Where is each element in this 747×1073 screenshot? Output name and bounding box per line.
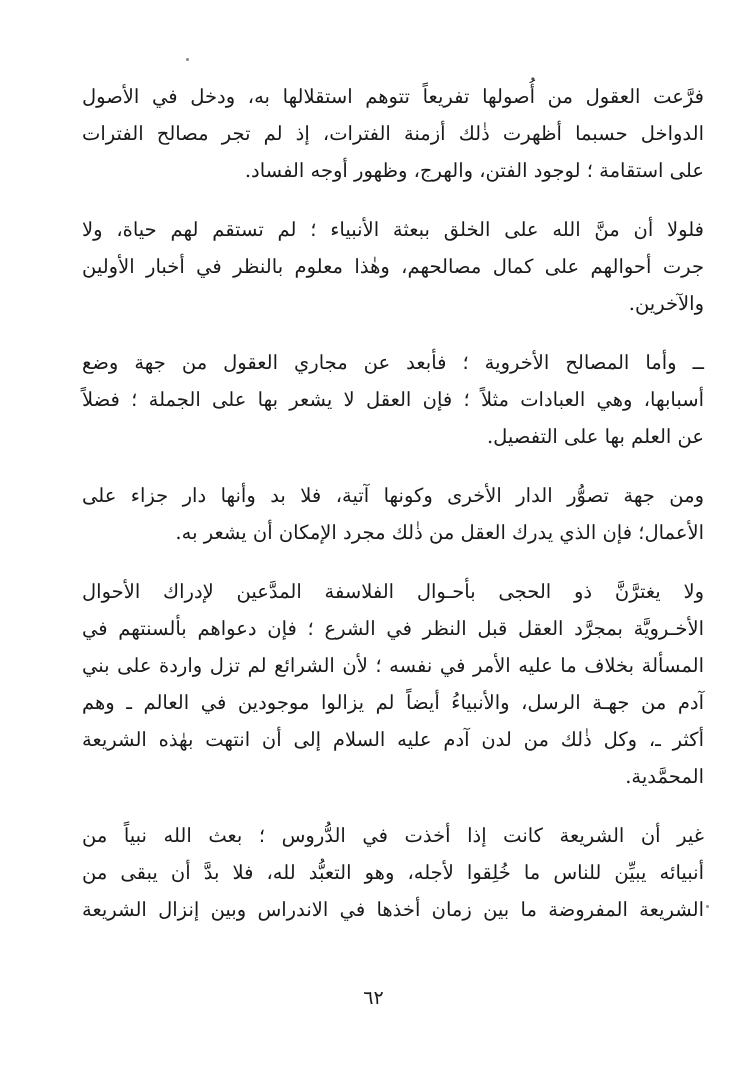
paragraph-4	[82, 477, 704, 551]
text-line: أنبيائه يبيِّن للناس ما خُلِقوا لأجله، وهو التعبُّد لله، فلا بدَّ أن يبقى من	[82, 861, 704, 884]
text-line: أسبابها، وهي العبادات مثلاً ؛ فإن العقل لا يشعر بها على الجملة ؛ فضلاً	[82, 388, 704, 411]
text-line: فلولا أن منَّ الله على الخلق ببعثة الأنبياء ؛ لم تستقم لهم حياة، ولا	[82, 218, 704, 241]
scan-speck	[186, 58, 189, 61]
text-line: عن العلم بها على التفصيل.	[486, 425, 704, 448]
text-line: المحمَّدية.	[625, 765, 704, 788]
text-line: جرت أحوالهم على كمال مصالحهم، وهٰذا معلوم بالنظر في أخبار الأولين	[82, 255, 704, 278]
paragraph-6	[82, 817, 704, 928]
body-text	[82, 78, 704, 950]
text-line: على استقامة ؛ لوجود الفتن، والهرج، وظهور أوجه الفساد.	[244, 159, 704, 182]
text-line: آدم من جهـة الرسل، والأنبياءُ أيضاً لم يزالوا موجودين في العالم ـ وهم	[82, 691, 704, 714]
text-line: المسألة بخلاف ما عليه الأمر في نفسه ؛ لأن الشرائع لم تزل واردة على بني	[82, 654, 704, 677]
text-line: ولا يغترَّنَّ ذو الحجى بأحـوال الفلاسفة المدَّعين لإدراك الأحوال	[82, 580, 704, 603]
text-line: والآخرين.	[628, 292, 704, 315]
text-line: الأعمال؛ فإن الذي يدرك العقل من ذٰلك مجرد الإمكان أن يشعر به.	[175, 521, 704, 544]
page-number: ٦٢	[363, 987, 384, 1009]
text-line: فرَّعت العقول من أُصولها تفريعاً تتوهم استقلالها به، ودخل في الأصول	[82, 85, 704, 108]
text-line: الأخـرويَّة بمجرَّد العقل قبل النظر في الشرع ؛ فإن دعواهم بألسنتهم في	[82, 617, 704, 640]
text-line: ومن جهة تصوُّر الدار الأخرى وكونها آتية، فلا بد وأنها دار جزاء على	[82, 484, 704, 507]
paragraph-3	[82, 344, 704, 455]
paragraph-1	[82, 78, 704, 189]
paragraph-5	[82, 573, 704, 795]
text-line: الشريعة المفروضة ما بين زمان أخذها في الاندراس وبين إنزال الشريعة	[82, 898, 704, 921]
text-line: أكثر ـ، وكل ذٰلك من لدن آدم عليه السلام إلى أن انتهت بهٰذه الشريعة	[82, 728, 704, 751]
scan-speck	[706, 905, 709, 908]
text-line: ــ وأما المصالح الأخروية ؛ فأبعد عن مجاري العقول من جهة وضع	[82, 351, 704, 374]
text-line: الدواخل حسبما أظهرت ذٰلك أزمنة الفترات، إذ لم تجر مصالح الفترات	[82, 122, 704, 145]
paragraph-2	[82, 211, 704, 322]
text-line: غير أن الشريعة كانت إذا أخذت في الدُّروس ؛ بعث الله نبياً من	[82, 824, 704, 847]
